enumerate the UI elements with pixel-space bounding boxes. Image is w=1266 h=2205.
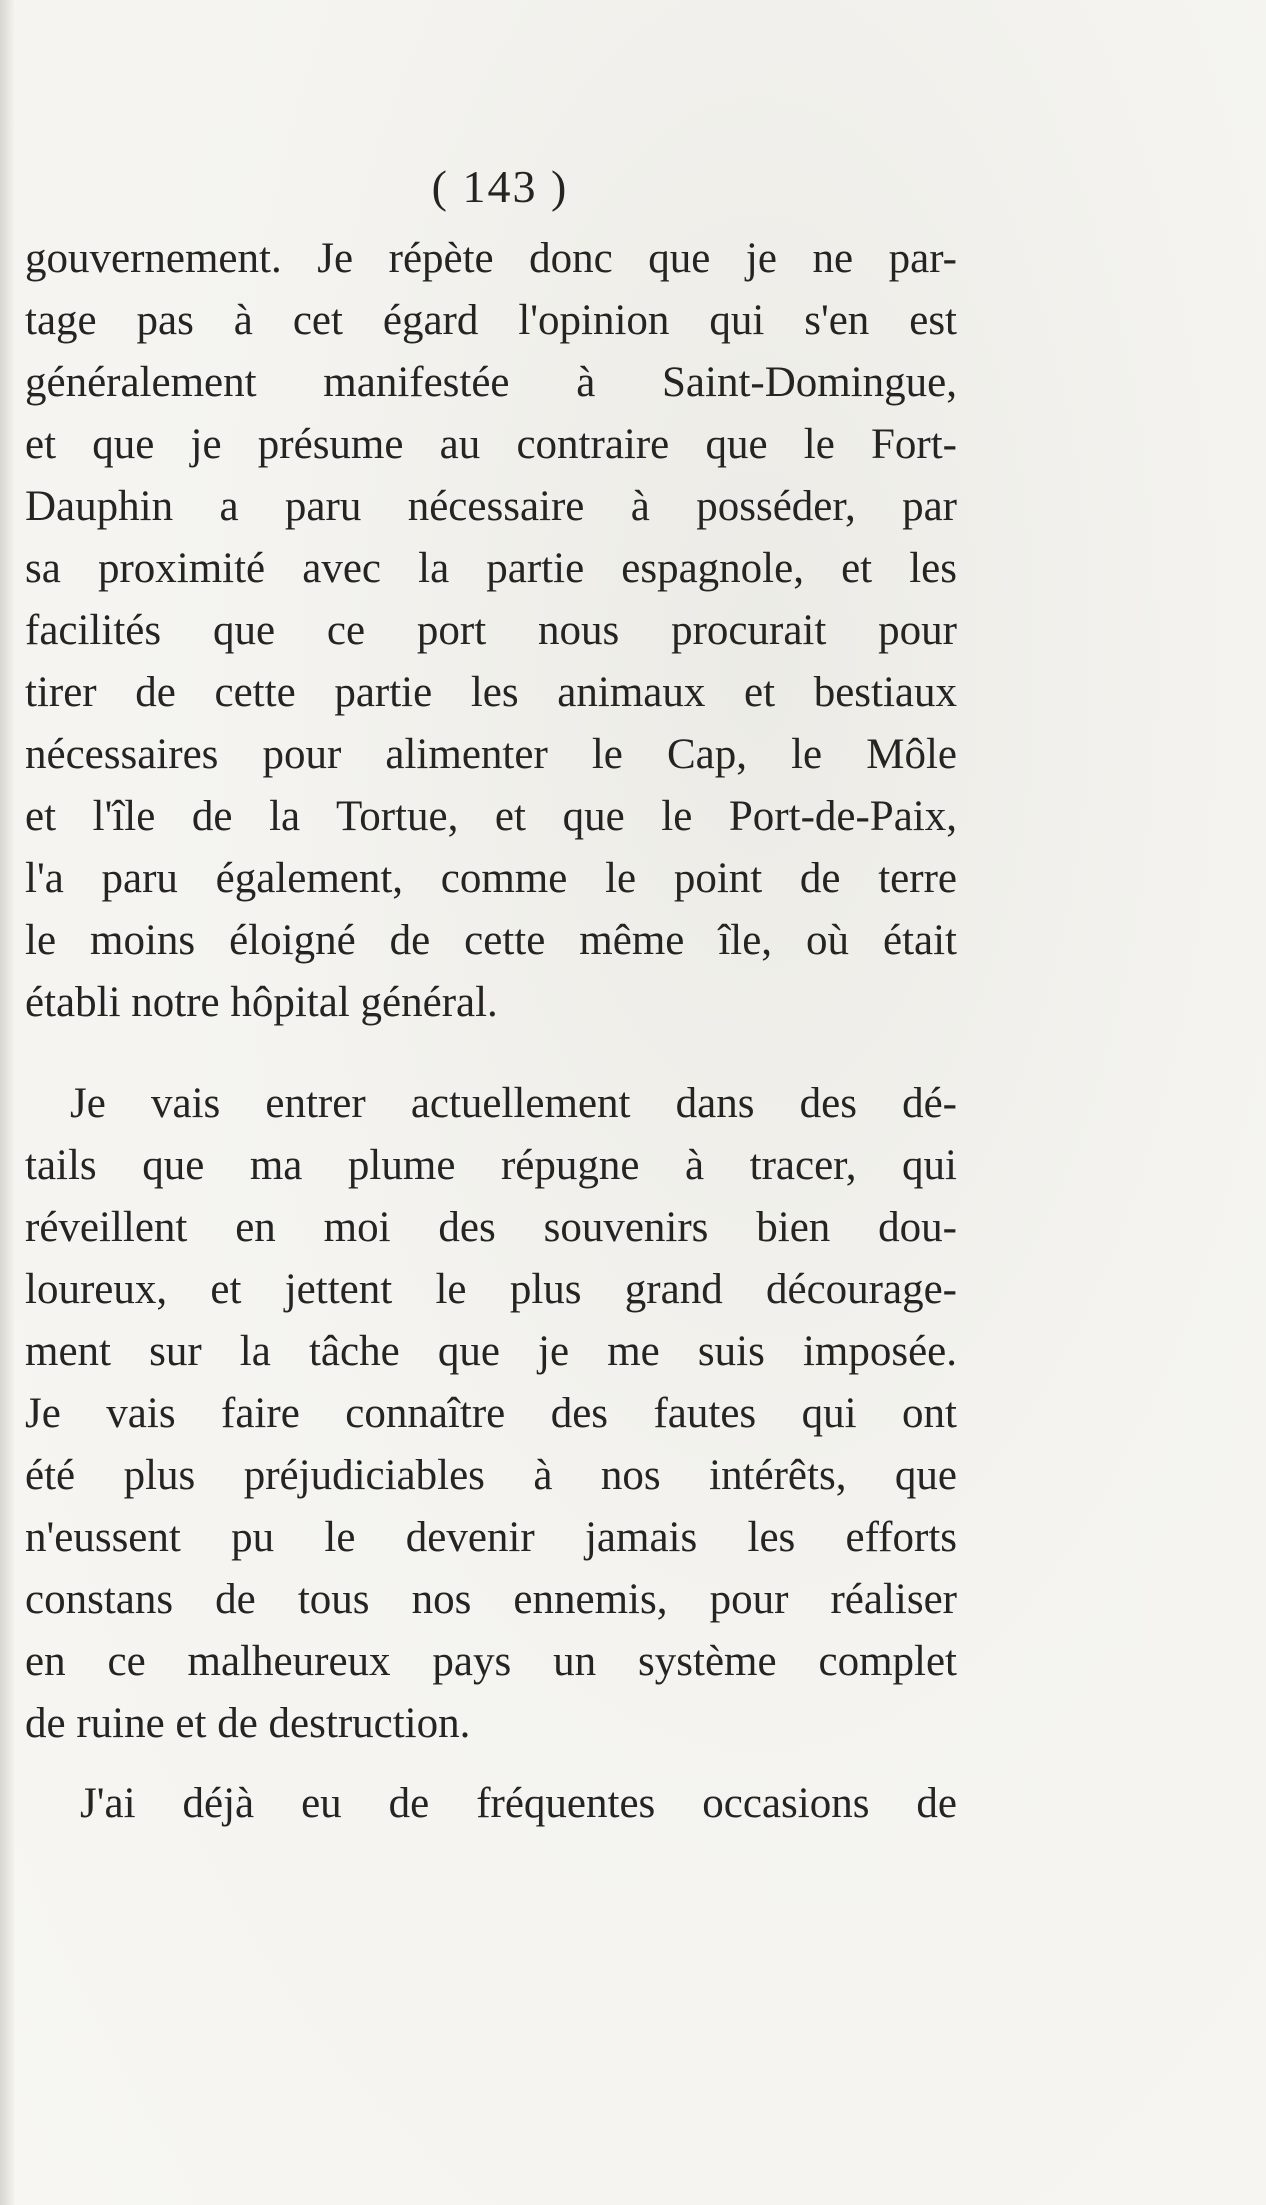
text-line: Je vais entrer actuellement dans des dé- bbox=[70, 1080, 957, 1127]
text-line: en ce malheureux pays un système complet bbox=[25, 1638, 957, 1685]
text-line: réveillent en moi des souvenirs bien dou- bbox=[25, 1204, 957, 1251]
text-line: gouvernement. Je répète donc que je ne par- bbox=[25, 235, 957, 282]
text-line: le moins éloigné de cette même île, où était bbox=[25, 917, 957, 964]
page-edge-shadow bbox=[0, 0, 14, 2205]
text-line: tirer de cette partie les animaux et bestiaux bbox=[25, 669, 957, 716]
text-line: ment sur la tâche que je me suis imposée. bbox=[25, 1328, 957, 1375]
text-line: généralement manifestée à Saint-Domingue, bbox=[25, 359, 957, 406]
text-line: été plus préjudiciables à nos intérêts, que bbox=[25, 1452, 957, 1499]
text-line: tails que ma plume répugne à tracer, qui bbox=[25, 1142, 957, 1189]
text-line: tage pas à cet égard l'opinion qui s'en est bbox=[25, 297, 957, 344]
text-line: l'a paru également, comme le point de terre bbox=[25, 855, 957, 902]
text-line: établi notre hôpital général. bbox=[25, 979, 498, 1026]
text-line: et que je présume au contraire que le Fort- bbox=[25, 421, 957, 468]
text-line: Dauphin a paru nécessaire à posséder, par bbox=[25, 483, 957, 530]
text-line: facilités que ce port nous procurait pour bbox=[25, 607, 957, 654]
text-line: constans de tous nos ennemis, pour réaliser bbox=[25, 1576, 957, 1623]
text-line: nécessaires pour alimenter le Cap, le Môle bbox=[25, 731, 957, 778]
text-line: loureux, et jettent le plus grand décourage- bbox=[25, 1266, 957, 1313]
text-line: sa proximité avec la partie espagnole, et les bbox=[25, 545, 957, 592]
text-line: n'eussent pu le devenir jamais les efforts bbox=[25, 1514, 957, 1561]
text-line: J'ai déjà eu de fréquentes occasions de bbox=[80, 1780, 957, 1827]
page-number: ( 143 ) bbox=[431, 161, 569, 212]
text-line: Je vais faire connaître des fautes qui ont bbox=[25, 1390, 957, 1437]
text-line: et l'île de la Tortue, et que le Port-de-Paix, bbox=[25, 793, 957, 840]
text-line: de ruine et de destruction. bbox=[25, 1700, 471, 1747]
